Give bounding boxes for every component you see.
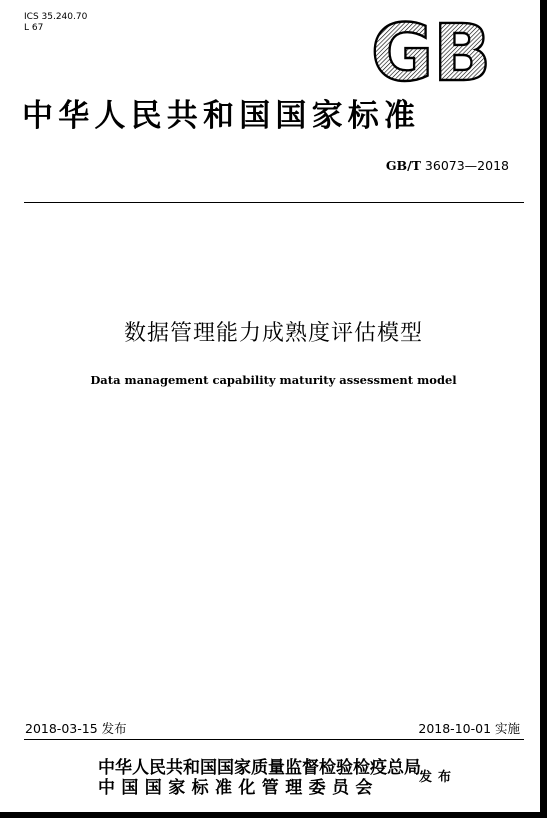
issuer-aqsiq: 中华人民共和国国家质量监督检验检疫总局: [98, 758, 421, 778]
page-shadow-bottom: [6, 812, 547, 818]
gb-logo-text: GB: [371, 20, 491, 84]
standard-code: 36073—2018: [424, 158, 509, 173]
org-title: 中华人民共和国国家标准: [22, 98, 421, 134]
page-shadow-right: [540, 6, 547, 818]
gb-logo: [369, 20, 493, 84]
standard-number: [386, 158, 509, 173]
issuer-sac: 中国国家标准化管理委员会: [98, 778, 379, 798]
implementation-date: 2018-10-01 实施: [418, 721, 520, 736]
standard-prefix: GB/T: [385, 158, 421, 173]
bottom-divider: [24, 739, 524, 740]
issue-date: 2018-03-15 发布: [25, 721, 127, 736]
top-divider: [24, 202, 524, 203]
ics-code: ICS 35.240.70: [24, 12, 88, 22]
issuing-authorities: [98, 758, 421, 798]
classification-codes: [24, 12, 87, 34]
title-chinese: 数据管理能力成熟度评估模型: [123, 321, 423, 346]
ccs-code: L 67: [24, 23, 44, 33]
publish-label: 发布: [419, 770, 458, 785]
title-english: Data management capability maturity assessment model: [90, 373, 457, 387]
